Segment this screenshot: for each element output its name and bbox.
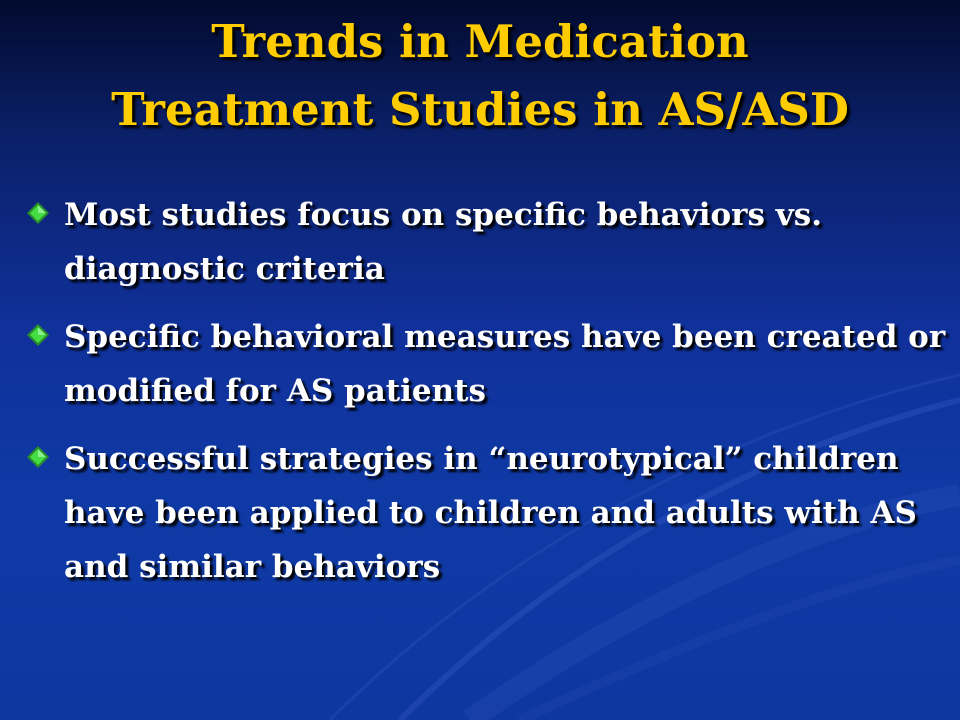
green-diamond-bullet-icon <box>26 445 50 469</box>
bullet-item <box>26 310 946 418</box>
slide-title <box>0 8 960 144</box>
title-line-1: Trends in Medication <box>211 15 749 68</box>
bullet-text: Successful strategies in “neurotypical” children have been applied to children and adults with AS and similar behaviors <box>64 441 917 585</box>
bullet-list <box>26 188 946 608</box>
bullet-text: Specific behavioral measures have been created or modified for AS patients <box>64 319 946 409</box>
green-diamond-bullet-icon <box>26 201 50 225</box>
bullet-text: Most studies focus on specific behaviors vs. diagnostic criteria <box>64 197 823 287</box>
title-line-2: Treatment Studies in AS/ASD <box>111 83 849 136</box>
green-diamond-bullet-icon <box>26 323 50 347</box>
bullet-item <box>26 432 946 594</box>
bullet-item <box>26 188 946 296</box>
